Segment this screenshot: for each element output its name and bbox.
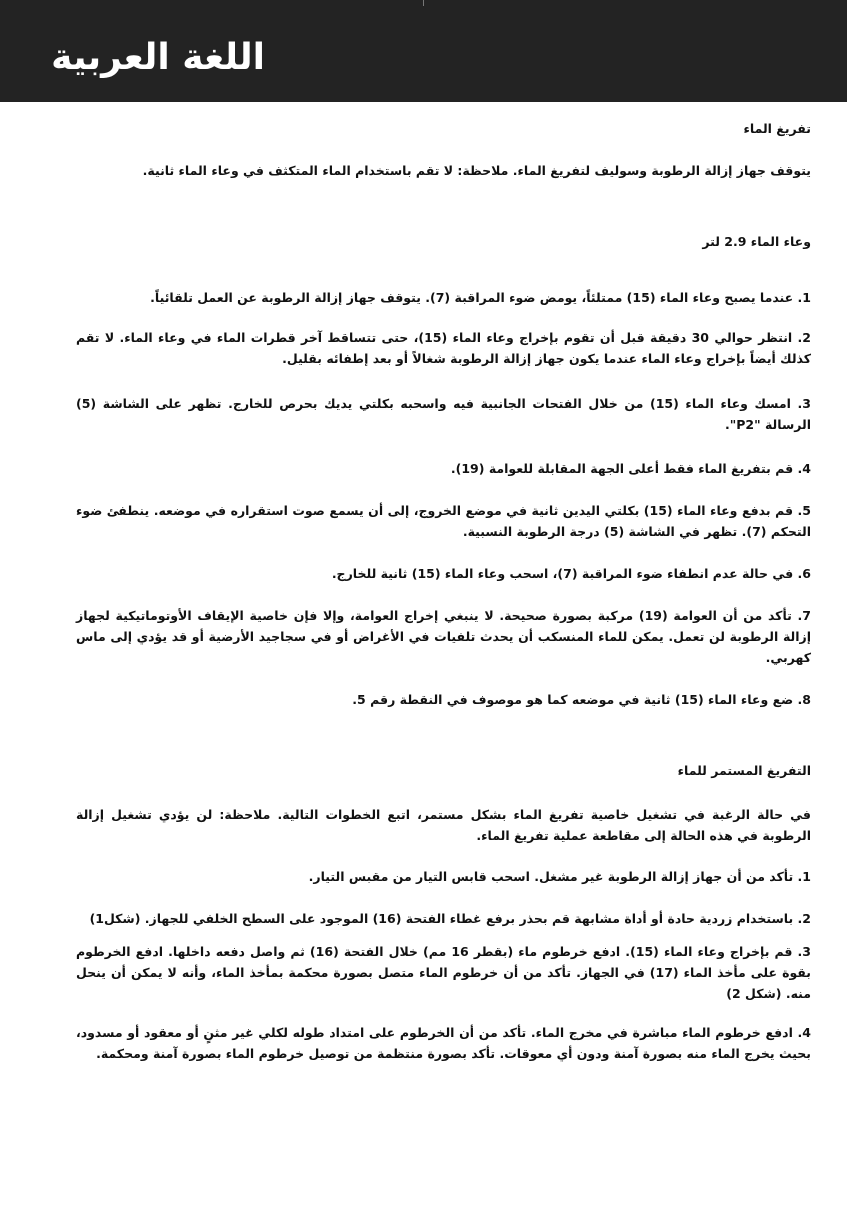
step-item: 5. قم بدفع وعاء الماء (15) بكلتي اليدين ثانية في موضع الخروج، إلى أن يسمع صوت استقراره في موضعه. ينطفئ ضوء التحكم (7). تظهر في الشاشة (5) درجة الرطوبة النسبية. xyxy=(76,503,811,539)
section-heading-water-drain: تفريغ الماء xyxy=(743,121,811,136)
step-item: 4. ادفع خرطوم الماء مباشرة في مخرج الماء. تأكد من أن الخرطوم على امتداد طوله لكلي غير مثنٍ أو معقود أو مسدود، بحيث يخرج الماء منه بصورة آمنة ودون أي معوقات. تأكد بصورة منتظمة من توصيل خرطوم الماء بصورة آمنة ومحكمة. xyxy=(76,1025,811,1061)
page-title: اللغة العربية xyxy=(51,37,265,78)
step-item: 3. قم بإخراج وعاء الماء (15). ادفع خرطوم ماء (بقطر 16 مم) خلال الفتحة (16) ثم واصل دفعه داخلها. ادفع الخرطوم بقوة على مأخذ الماء (17) في الجهاز. تأكد من أن خرطوم الماء متصل بصورة محكمة بمأخذ الماء، وأنه لا يمكن أن ينحل منه. (شكل 2) xyxy=(76,944,811,1001)
subheading-tank-capacity: وعاء الماء 2.9 لتر xyxy=(702,234,811,249)
document-body xyxy=(76,112,811,1064)
step-item: 6. في حالة عدم انطفاء ضوء المراقبة (7)، اسحب وعاء الماء (15) ثانية للخارج. xyxy=(331,566,811,581)
section-intro: يتوقف جهاز إزالة الرطوبة وسوليف لتفريغ الماء. ملاحظة: لا تقم باستخدام الماء المتكثف في وعاء الماء ثانية. xyxy=(142,163,811,178)
step-item: 1. عندما يصبح وعاء الماء (15) ممتلئاً، يومض ضوء المراقبة (7). يتوقف جهاز إزالة الرطوبة عن العمل تلقائياً. xyxy=(150,290,811,305)
section-intro: في حالة الرغبة في تشغيل خاصية تفريغ الماء بشكل مستمر، اتبع الخطوات التالية. ملاحظة: لن يؤدي تشغيل إزالة الرطوبة في هذه الحالة إلى مقاطعة عملية تفريغ الماء. xyxy=(76,807,811,843)
step-item: 3. امسك وعاء الماء (15) من خلال الفتحات الجانبية فيه واسحبه بكلتي يديك بحرص للخارج. تظهر على الشاشة (5) الرسالة "P2". xyxy=(76,396,811,432)
page-header xyxy=(0,0,847,102)
crop-mark xyxy=(423,0,424,6)
step-item: 8. ضع وعاء الماء (15) ثانية في موضعه كما هو موصوف في النقطة رقم 5. xyxy=(352,692,811,707)
section-heading-continuous-drain: التفريغ المستمر للماء xyxy=(677,763,811,778)
step-item: 1. تأكد من أن جهاز إزالة الرطوبة غير مشغل. اسحب قابس التيار من مقبس التيار. xyxy=(308,869,811,884)
step-item: 2. باستخدام زردية حادة أو أداة مشابهة قم بحذر برفع غطاء الفتحة (16) الموجود على السطح الخلفي للجهاز. (شكل1) xyxy=(89,911,811,926)
step-item: 2. انتظر حوالي 30 دقيقة قبل أن تقوم بإخراج وعاء الماء (15)، حتى تتساقط آخر قطرات الماء في وعاء الماء. لا تقم كذلك أيضاً بإخراج وعاء الماء عندما يكون جهاز إزالة الرطوبة شغالاً أو بعد إطفائه بقليل. xyxy=(76,330,811,366)
step-item: 4. قم بتفريغ الماء فقط أعلى الجهة المقابلة للعوامة (19). xyxy=(450,461,811,476)
step-item: 7. تأكد من أن العوامة (19) مركبة بصورة صحيحة. لا ينبغي إخراج العوامة، وإلا فإن خاصية الإيقاف الأوتوماتيكية لجهاز إزالة الرطوبة لن تعمل. يمكن للماء المنسكب أن يحدث تلفيات في الأغراض أو في سجاجيد الأرضية أو قد يؤدي إلى ماس كهربي. xyxy=(76,608,811,665)
